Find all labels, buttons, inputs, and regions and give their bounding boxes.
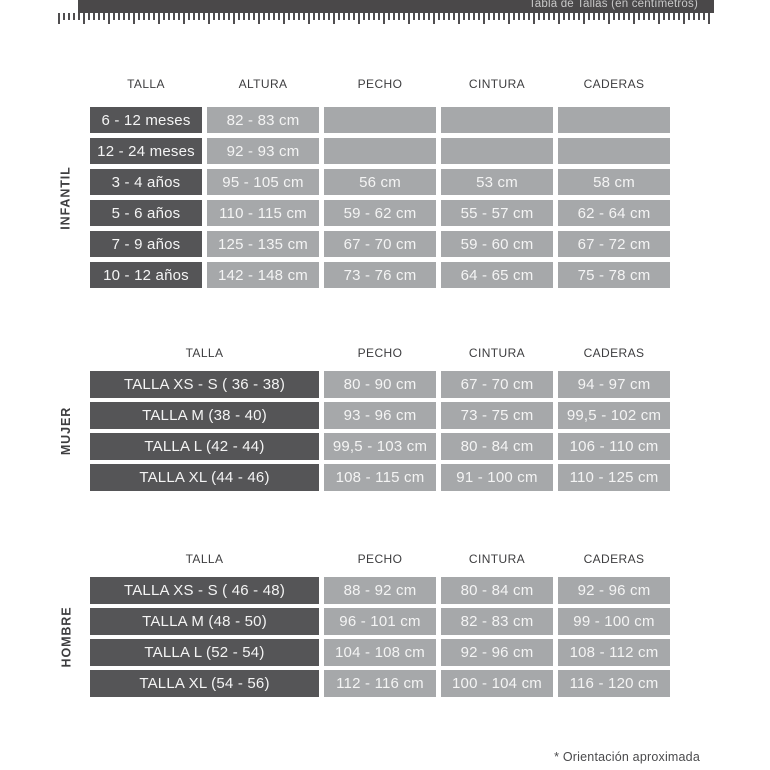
measurement-cell: 59 - 62 cm [324,200,436,226]
measurement-cell [558,107,670,133]
measurement-cell: 75 - 78 cm [558,262,670,288]
title-bar [78,0,714,13]
size-label-cell: TALLA L (42 - 44) [90,433,319,460]
column-header: CINTURA [468,76,526,91]
size-label-cell: TALLA XS - S ( 36 - 38) [90,371,319,398]
table-body [90,371,670,491]
measurement-cell: 116 - 120 cm [558,670,670,697]
group-label-text: MUJER [59,406,74,456]
size-table-infantil [90,76,670,288]
measurement-cell: 59 - 60 cm [441,231,553,257]
column-header: CADERAS [583,76,645,91]
measurement-cell: 99 - 100 cm [558,608,670,635]
table-body [90,577,670,697]
measurement-cell: 58 cm [558,169,670,195]
measurement-cell [324,138,436,164]
measurement-cell: 99,5 - 103 cm [324,433,436,460]
size-label-cell: 6 - 12 meses [90,107,202,133]
size-label-cell: 5 - 6 años [90,200,202,226]
table-header-row [90,76,670,91]
measurement-cell: 100 - 104 cm [441,670,553,697]
column-header: CADERAS [583,551,645,566]
column-header: PECHO [357,551,403,566]
size-label-cell: TALLA M (48 - 50) [90,608,319,635]
measurement-cell: 106 - 110 cm [558,433,670,460]
measurement-cell: 99,5 - 102 cm [558,402,670,429]
measurement-cell: 108 - 115 cm [324,464,436,491]
size-label-cell: TALLA XL (44 - 46) [90,464,319,491]
measurement-cell: 67 - 72 cm [558,231,670,257]
measurement-cell [441,107,553,133]
measurement-cell: 96 - 101 cm [324,608,436,635]
column-header: PECHO [357,345,403,360]
measurement-cell: 53 cm [441,169,553,195]
measurement-cell [324,107,436,133]
column-header: CADERAS [583,345,645,360]
column-header: PECHO [357,76,403,91]
column-header: CINTURA [468,345,526,360]
measurement-cell: 55 - 57 cm [441,200,553,226]
group-label-text: HOMBRE [59,606,73,668]
measurement-cell: 73 - 75 cm [441,402,553,429]
column-header: TALLA [185,345,224,360]
column-header: ALTURA [238,76,288,91]
measurement-cell [441,138,553,164]
measurement-cell: 92 - 93 cm [207,138,319,164]
size-label-cell: TALLA M (38 - 40) [90,402,319,429]
page-title: Tabla de Tallas (en centímetros) [528,0,698,10]
size-label-cell: TALLA XL (54 - 56) [90,670,319,697]
footnote: * Orientación aproximada [554,750,700,764]
measurement-cell [558,138,670,164]
measurement-cell: 73 - 76 cm [324,262,436,288]
group-label-hombre [57,577,75,697]
measurement-cell: 80 - 84 cm [441,577,553,604]
measurement-cell: 125 - 135 cm [207,231,319,257]
size-label-cell: TALLA L (52 - 54) [90,639,319,666]
column-header: CINTURA [468,551,526,566]
size-table-mujer [90,345,670,491]
group-label-mujer [57,371,75,491]
measurement-cell: 82 - 83 cm [207,107,319,133]
measurement-cell: 64 - 65 cm [441,262,553,288]
measurement-cell: 91 - 100 cm [441,464,553,491]
measurement-cell: 67 - 70 cm [324,231,436,257]
measurement-cell: 62 - 64 cm [558,200,670,226]
measurement-cell: 142 - 148 cm [207,262,319,288]
measurement-cell: 92 - 96 cm [558,577,670,604]
measurement-cell: 95 - 105 cm [207,169,319,195]
measurement-cell: 56 cm [324,169,436,195]
measurement-cell: 110 - 125 cm [558,464,670,491]
size-table-hombre [90,551,670,697]
measurement-cell: 108 - 112 cm [558,639,670,666]
ruler-ticks-icon [58,13,713,24]
measurement-cell: 94 - 97 cm [558,371,670,398]
size-label-cell: 10 - 12 años [90,262,202,288]
group-label-text: INFANTIL [59,165,74,230]
table-header-row [90,551,670,566]
size-label-cell: 7 - 9 años [90,231,202,257]
measurement-cell: 110 - 115 cm [207,200,319,226]
measurement-cell: 67 - 70 cm [441,371,553,398]
size-label-cell: 3 - 4 años [90,169,202,195]
column-header: TALLA [185,551,224,566]
measurement-cell: 82 - 83 cm [441,608,553,635]
measurement-cell: 88 - 92 cm [324,577,436,604]
size-label-cell: 12 - 24 meses [90,138,202,164]
table-header-row [90,345,670,360]
column-header: TALLA [127,76,165,91]
group-label-infantil [57,107,75,288]
measurement-cell: 92 - 96 cm [441,639,553,666]
table-body [90,107,670,288]
measurement-cell: 80 - 90 cm [324,371,436,398]
measurement-cell: 112 - 116 cm [324,670,436,697]
measurement-cell: 104 - 108 cm [324,639,436,666]
measurement-cell: 93 - 96 cm [324,402,436,429]
size-label-cell: TALLA XS - S ( 46 - 48) [90,577,319,604]
measurement-cell: 80 - 84 cm [441,433,553,460]
